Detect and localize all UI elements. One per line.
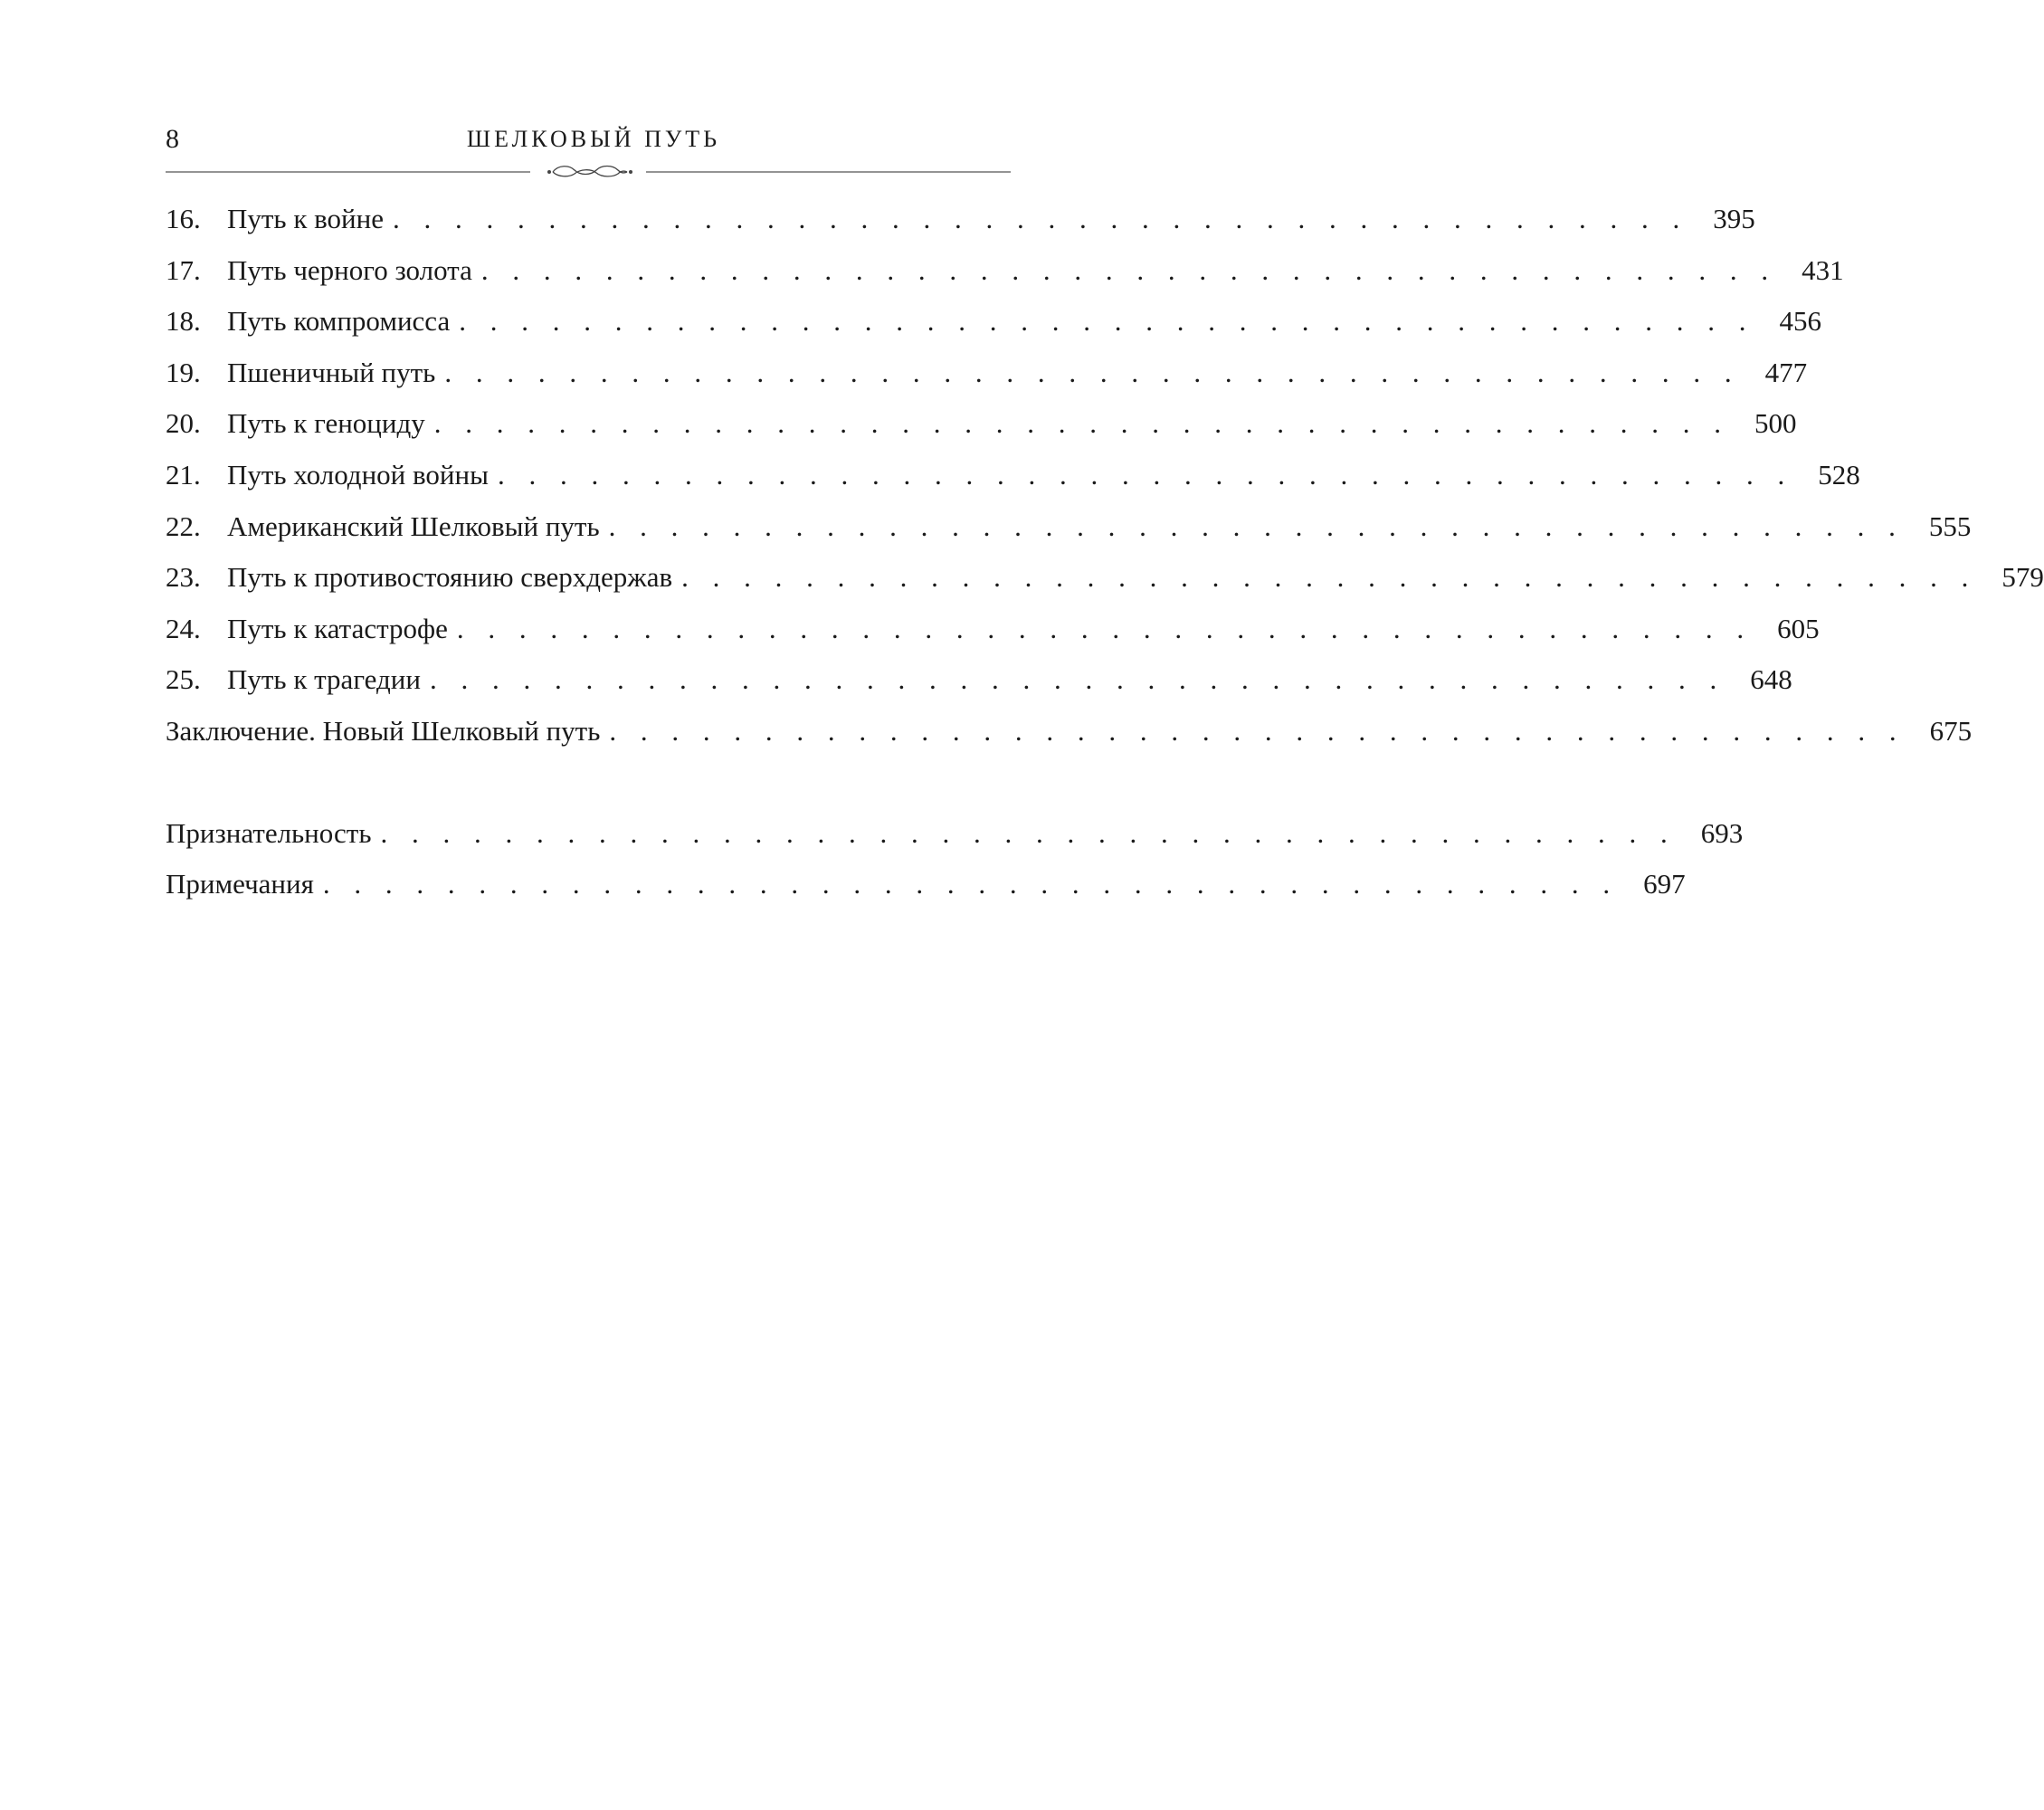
dot-leader: . . . . . . . . . . . . . . . . . . . . . . . . . . . . . . . . . . . . . . . . . . <box>497 458 1793 491</box>
running-head <box>166 121 1011 157</box>
chapter-page: 555 <box>1928 510 1972 542</box>
dot-leader: . . . . . . . . . . . . . . . . . . . . . . . . . . . . . . . . . . . . . . . . . . <box>608 510 1905 542</box>
chapter-page: 500 <box>1754 407 1797 440</box>
toc-entry-19[interactable] <box>166 348 1808 399</box>
conclusion-title: Заключение. Новый Шелковый путь <box>166 714 601 747</box>
chapter-page: 477 <box>1764 356 1808 388</box>
chapter-page: 431 <box>1802 253 1844 286</box>
dot-leader: . . . . . . . . . . . . . . . . . . . . . . . . . . . . . . . . . . . . . . . . . . <box>393 203 1688 234</box>
chapter-page: 528 <box>1818 458 1860 491</box>
chapter-number: 24. <box>166 612 201 644</box>
chapter-number: 25. <box>166 663 201 696</box>
chapter-number: 19. <box>166 356 201 388</box>
ornament-icon <box>166 161 1011 183</box>
chapter-page: 456 <box>1779 305 1821 338</box>
chapter-title: Путь холодной войны <box>227 458 489 491</box>
chapter-number: 18. <box>166 305 201 338</box>
chapter-title: Путь к противостоянию сверхдержав <box>227 561 673 594</box>
dot-leader: . . . . . . . . . . . . . . . . . . . . . . . . . . . . . . . . . . . . . . . . . . <box>681 561 1977 594</box>
dot-leader: . . . . . . . . . . . . . . . . . . . . . . . . . . . . . . . . . . . . . . . . . . <box>456 612 1753 644</box>
toc-entry-23[interactable] <box>166 552 2044 604</box>
table-of-contents <box>166 194 2044 910</box>
dot-leader: . . . . . . . . . . . . . . . . . . . . . . . . . . . . . . . . . . . . . . . . . . <box>444 356 1741 388</box>
toc-entry-21[interactable] <box>166 450 1860 501</box>
dot-leader: . . . . . . . . . . . . . . . . . . . . . . . . . . . . . . . . . . . . . . . . . . <box>380 816 1677 849</box>
toc-entry-18[interactable] <box>166 296 1821 348</box>
chapter-number: 22. <box>166 510 201 542</box>
chapter-title: Пшеничный путь <box>227 356 436 388</box>
chapter-title: Американский Шелковый путь <box>227 510 600 542</box>
chapter-title: Путь к катастрофе <box>227 612 448 644</box>
toc-entry-notes[interactable] <box>166 859 1686 910</box>
chapter-page: 605 <box>1777 612 1820 644</box>
page-number: 8 <box>166 124 179 154</box>
back-matter-title: Примечания <box>166 868 314 900</box>
ornamental-rule <box>166 161 1011 183</box>
toc-entry-16[interactable] <box>166 194 1755 245</box>
toc-entry-20[interactable] <box>166 398 1797 450</box>
toc-entry-22[interactable] <box>166 501 1972 553</box>
chapter-title: Путь к геноциду <box>227 407 425 440</box>
section-gap <box>166 757 1011 808</box>
toc-entry-acknowledgements[interactable] <box>166 808 1744 860</box>
chapter-number: 23. <box>166 561 201 594</box>
conclusion-page: 675 <box>1929 714 1973 747</box>
chapter-number: 17. <box>166 253 201 286</box>
chapter-page: 395 <box>1713 203 1755 234</box>
chapter-number: 20. <box>166 407 201 440</box>
chapter-title: Путь к трагедии <box>227 663 421 696</box>
book-page <box>166 0 2044 1810</box>
chapter-title: Путь компромисса <box>227 305 451 338</box>
dot-leader: . . . . . . . . . . . . . . . . . . . . . . . . . . . . . . . . . . . . . . . . . . <box>322 868 1619 900</box>
dot-leader: . . . . . . . . . . . . . . . . . . . . . . . . . . . . . . . . . . . . . . . . . . <box>433 407 1730 440</box>
back-matter-title: Признательность <box>166 816 372 849</box>
chapter-page: 648 <box>1750 663 1792 696</box>
toc-entry-conclusion[interactable] <box>166 706 1973 757</box>
chapter-page: 579 <box>2001 561 2044 594</box>
toc-entry-24[interactable] <box>166 604 1820 655</box>
chapter-number: 16. <box>166 203 201 234</box>
back-matter-page: 693 <box>1700 816 1744 849</box>
dot-leader: . . . . . . . . . . . . . . . . . . . . . . . . . . . . . . . . . . . . . . . . . . <box>480 253 1777 286</box>
dot-leader: . . . . . . . . . . . . . . . . . . . . . . . . . . . . . . . . . . . . . . . . . . <box>429 663 1726 696</box>
toc-entry-25[interactable] <box>166 654 1792 706</box>
chapter-title: Путь к войне <box>227 203 384 234</box>
dot-leader: . . . . . . . . . . . . . . . . . . . . . . . . . . . . . . . . . . . . . . . . . . <box>459 305 1754 338</box>
chapter-number: 21. <box>166 458 201 491</box>
dot-leader: . . . . . . . . . . . . . . . . . . . . . . . . . . . . . . . . . . . . . . . . . . <box>609 714 1906 747</box>
chapter-title: Путь черного золота <box>227 253 472 286</box>
running-title: ШЕЛКОВЫЙ ПУТЬ <box>466 126 721 152</box>
toc-entry-17[interactable] <box>166 245 1844 297</box>
back-matter-page: 697 <box>1643 868 1686 900</box>
